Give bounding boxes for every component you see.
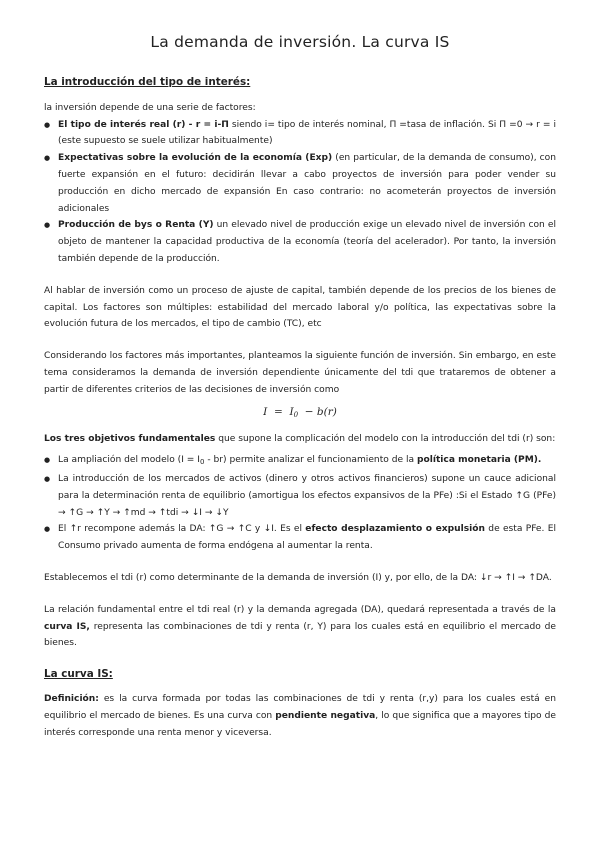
definition-paragraph (44, 691, 556, 741)
factors-list (44, 117, 556, 268)
obj1-sub: 0 (199, 458, 205, 467)
formula-eq: = (273, 405, 283, 418)
section-heading-tipo-interes: La introducción del tipo de interés: (44, 76, 251, 88)
list-item (44, 117, 556, 151)
factor-bold: Producción de bys o Renta (Y) (58, 220, 214, 231)
obj1-bold: política monetaria (PM). (416, 455, 542, 466)
paragraph-funcion: Considerando los factores más importantes, planteamos la siguiente función de inversión. Sin embargo, en este tema consideramos la demanda de inversión dependiente únicamente del tdi que trataremos de obtener a partir de diferentes criterios de las decisiones de inversión como (44, 351, 556, 395)
factor-bold: El tipo de interés real (r) - r = i-Π (58, 119, 229, 130)
formula-rest: − b(r) (304, 405, 337, 418)
objectives-bold: Los tres objetivos fundamentales (44, 434, 216, 445)
list-item (44, 471, 556, 521)
section-heading-curva-is: La curva IS: (44, 668, 113, 681)
relacion-bold: curva IS, (44, 621, 90, 632)
relacion-pre: La relación fundamental entre el tdi real (r) y la demanda agregada (DA), quedará representada a través de la (44, 604, 556, 615)
list-item (44, 521, 556, 555)
document-body (44, 74, 556, 741)
definition-bold2: pendiente negativa (275, 710, 376, 721)
objectives-text: que supone la complicación del modelo con la introducción del tdi (r) son: (215, 434, 556, 445)
objectives-intro (44, 431, 556, 448)
definition-bold: Definición: (44, 693, 99, 704)
list-item (44, 452, 556, 471)
definition-text2: , lo que significa que a mayores tipo de interés corresponde una renta menor y viceversa. (44, 710, 556, 738)
factor-text: siendo i= tipo de interés nominal, Π =tasa de inflación. Si Π =0 → r = i (este supuesto se suele utilizar habitualmente) (58, 119, 556, 147)
list-item (44, 150, 556, 217)
factor-text: un elevado nivel de producción exige un elevado nivel de inversión con el objeto de mantener la capacidad productiva de la economía (teoría del acelerador). Por tanto, la inversión también depende de la producción. (58, 220, 556, 264)
obj1-mid: - br) permite analizar el funcionamiento de la (204, 455, 417, 466)
list-item (44, 217, 556, 267)
formula-i: I (289, 405, 294, 418)
paragraph-capital: Al hablar de inversión como un proceso de ajuste de capital, también depende de los precios de los bienes de capital. Los factores son múltiples: estabilidad del mercado laboral y/o política, las expectativas sobre la evolución futura de los mercados, el tipo de cambio (TC), etc (44, 285, 556, 330)
formula-lhs: I (263, 405, 268, 418)
relacion-post: representa las combinaciones de tdi y renta (r, Y) para los cuales está en equilibrio el mercado de bienes. (44, 621, 556, 649)
obj3-bold: efecto desplazamiento o expulsión (305, 524, 485, 535)
obj3-post: de esta PFe. El Consumo privado aumenta de forma endógena al aumentar la renta. (58, 524, 556, 552)
factor-text: (en particular, de la demanda de consumo), con fuerte expansión en el futuro: decidirán llevar a cabo proyectos de inversión para poder vender su producción en dicho mercado de expansión En caso contrario: no acometerán proyectos de inversión adicionales (58, 153, 556, 214)
factor-bold: Expectativas sobre la evolución de la economía (Exp) (58, 153, 333, 164)
paragraph-relacion (44, 602, 556, 652)
investment-formula (44, 404, 556, 424)
obj2-text: La introducción de los mercados de activos (dinero y otros activos financieros) supone un cauce adicional para la determinación renta de equilibrio (amortigua los efectos expansivos de la PFe) :Si el Estado ↑G (PFe) → ↑G → ↑Y → ↑md → ↑tdi → ↓I → ↓Y (58, 473, 556, 518)
obj1-pre: La ampliación del modelo (I = I (58, 455, 200, 466)
objectives-list (44, 452, 556, 555)
definition-text1: es la curva formada por todas las combinaciones de tdi y renta (r,y) para los cuales está en equilibrio el mercado de bienes. Es una curva con (44, 693, 556, 721)
intro-text: la inversión depende de una serie de factores: (44, 102, 256, 113)
obj3-pre: El ↑r recompone además la DA: ↑G → ↑C y ↓I. Es el (58, 524, 306, 535)
formula-sub: 0 (293, 410, 299, 419)
page-title: La demanda de inversión. La curva IS (150, 33, 450, 51)
paragraph-determinante: Establecemos el tdi (r) como determinante de la demanda de inversión (I) y, por ello, de la DA: ↓r → ↑I → ↑DA. (44, 572, 552, 583)
